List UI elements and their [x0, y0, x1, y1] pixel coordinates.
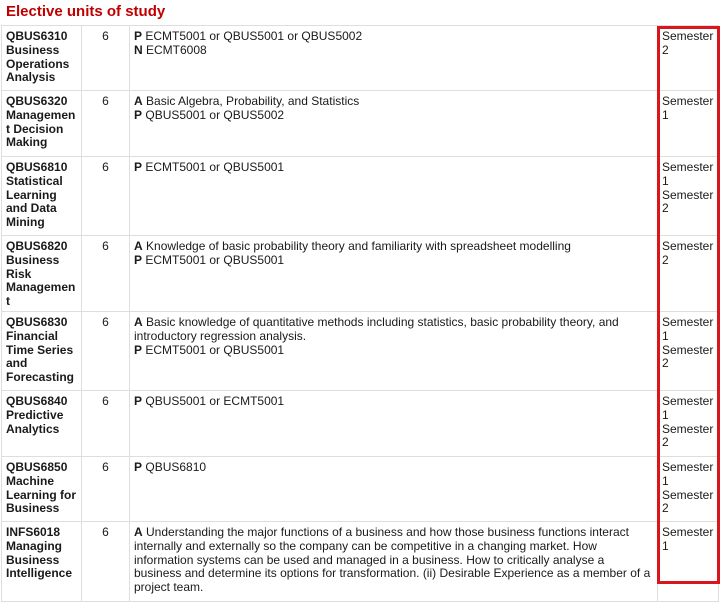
requirement-text: ECMT6008	[146, 42, 207, 57]
unit-code-cell	[2, 26, 82, 91]
table-row	[2, 91, 719, 157]
requirement-text: QBUS6810	[145, 459, 207, 474]
requirement-line	[134, 109, 653, 123]
unit-title: Machine Learning for Business	[6, 473, 77, 516]
unit-code-cell	[2, 456, 82, 521]
unit-code: INFS6018	[6, 524, 61, 539]
unit-code: QBUS6820	[6, 239, 68, 253]
unit-code: QBUS6840	[6, 393, 68, 408]
credit-points: 6	[82, 390, 130, 456]
requirement-line	[134, 30, 653, 44]
table-row	[2, 311, 719, 390]
requirement-text: QBUS5001 or ECMT5001	[145, 393, 285, 408]
requirement-tag: P	[134, 29, 143, 43]
credit-points: 6	[82, 91, 130, 157]
unit-title: Statistical Learning and Data Mining	[6, 173, 63, 230]
table-row	[2, 390, 719, 456]
session-cell: Semester 1 Semester 2	[658, 311, 719, 390]
requirement-tag: N	[134, 42, 143, 57]
requirements-cell	[130, 311, 658, 390]
unit-title: Management Decision Making	[6, 107, 76, 150]
requirement-line	[134, 240, 653, 254]
requirement-tag: A	[134, 94, 143, 108]
unit-code: QBUS6810	[6, 160, 68, 174]
unit-title: Business Risk Management	[6, 252, 76, 309]
requirement-text: Basic Algebra, Probability, and Statistics	[146, 94, 360, 108]
session-cell: Semester 1 Semester 2	[658, 157, 719, 236]
session-cell: Semester 2	[658, 26, 719, 91]
requirement-text: QBUS5001 or QBUS5002	[145, 107, 285, 122]
requirement-line	[134, 395, 653, 409]
requirement-line	[134, 161, 653, 175]
requirement-tag: A	[134, 314, 143, 329]
session-cell: Semester 1	[658, 521, 719, 601]
session-cell: Semester 2	[658, 236, 719, 312]
requirements-cell	[130, 157, 658, 236]
requirement-line	[134, 44, 653, 58]
requirement-text: ECMT5001 or QBUS5001	[145, 252, 285, 267]
credit-points: 6	[82, 26, 130, 91]
table-row	[2, 521, 719, 601]
requirement-tag: P	[134, 160, 143, 174]
unit-code: QBUS6850	[6, 459, 68, 474]
requirement-tag: P	[134, 459, 143, 474]
requirement-line	[134, 254, 653, 268]
credit-points: 6	[82, 521, 130, 601]
requirement-text: Knowledge of basic probability theory and familiarity with spreadsheet modelling	[146, 239, 571, 253]
unit-code: QBUS6320	[6, 94, 68, 108]
requirement-text: ECMT5001 or QBUS5001	[145, 342, 285, 357]
unit-code-cell	[2, 236, 82, 312]
credit-points: 6	[82, 236, 130, 312]
requirement-text: Basic knowledge of quantitative methods including statistics, basic probability theory, and introductory regression analysis.	[134, 314, 619, 343]
requirement-tag: A	[134, 239, 143, 253]
unit-title: Predictive Analytics	[6, 407, 64, 436]
session-cell: Semester 1 Semester 2	[658, 456, 719, 521]
requirements-cell	[130, 390, 658, 456]
elective-units-table	[1, 25, 719, 602]
unit-code-cell	[2, 521, 82, 601]
requirement-line	[134, 461, 653, 475]
session-cell: Semester 1 Semester 2	[658, 390, 719, 456]
credit-points: 6	[82, 157, 130, 236]
unit-code: QBUS6830	[6, 314, 68, 329]
requirement-line	[134, 344, 653, 358]
session-cell: Semester 1	[658, 91, 719, 157]
requirements-cell	[130, 456, 658, 521]
unit-title: Managing Business Intelligence	[6, 538, 73, 581]
requirement-tag: P	[134, 393, 143, 408]
table-row	[2, 26, 719, 91]
section-heading: Elective units of study	[6, 3, 166, 20]
unit-code: QBUS6310	[6, 29, 68, 43]
requirement-tag: P	[134, 342, 143, 357]
requirements-cell	[130, 236, 658, 312]
requirements-cell	[130, 26, 658, 91]
requirements-cell	[130, 91, 658, 157]
table-row	[2, 236, 719, 312]
requirement-tag: P	[134, 107, 143, 122]
requirement-text: Understanding the major functions of a business and how those business functions interact internally and externally so the company can be competitive in a changing market. How information systems can be used and managed in a business. How to critically analyse a business and determine its options for transformation. (ii) Desirable Experience as a member of a project team.	[134, 524, 651, 595]
requirement-line	[134, 95, 653, 109]
requirement-text: ECMT5001 or QBUS5001	[145, 160, 285, 174]
requirement-line	[134, 526, 653, 595]
requirement-text: ECMT5001 or QBUS5001 or QBUS5002	[145, 29, 363, 43]
requirement-tag: P	[134, 252, 143, 267]
credit-points: 6	[82, 311, 130, 390]
credit-points: 6	[82, 456, 130, 521]
table-row	[2, 456, 719, 521]
table-row	[2, 157, 719, 236]
requirements-cell	[130, 521, 658, 601]
unit-code-cell	[2, 157, 82, 236]
requirement-line	[134, 316, 653, 344]
unit-code-cell	[2, 311, 82, 390]
requirement-tag: A	[134, 524, 143, 539]
unit-code-cell	[2, 91, 82, 157]
unit-title: Financial Time Series and Forecasting	[6, 328, 75, 385]
unit-code-cell	[2, 390, 82, 456]
unit-title: Business Operations Analysis	[6, 42, 70, 85]
